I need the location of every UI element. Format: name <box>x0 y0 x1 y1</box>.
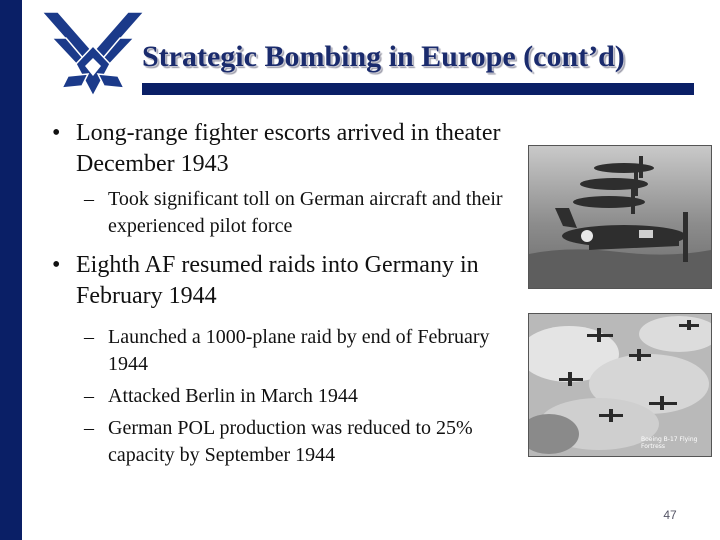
bullet-text: Long-range fighter escorts arrived in theater December 1943 <box>76 120 501 177</box>
sub-bullet-marker: – <box>84 188 94 210</box>
bullet-marker: • <box>52 120 61 146</box>
sub-bullet-item <box>46 324 520 378</box>
photo-caption: Boeing B-17 Flying Fortress <box>641 436 698 450</box>
bullet-item <box>46 118 520 180</box>
left-sidebar-band <box>0 0 22 540</box>
page-number: 47 <box>663 508 677 522</box>
bullet-item <box>46 250 520 312</box>
bullet-content <box>46 118 520 469</box>
bullet-marker: • <box>52 252 61 278</box>
sub-bullet-item <box>46 186 520 240</box>
slide-title: Strategic Bombing in Europe (cont’d) <box>142 40 625 73</box>
sub-bullet-item <box>46 415 520 469</box>
sub-bullet-marker: – <box>84 326 94 348</box>
sub-bullet-text: Attacked Berlin in March 1944 <box>108 385 358 407</box>
air-force-symbol-logo <box>38 6 148 98</box>
sub-bullet-text: Took significant toll on German aircraft and their experienced pilot force <box>108 188 503 237</box>
fighter-formation-photo <box>528 145 712 289</box>
bullet-text: Eighth AF resumed raids into Germany in February 1944 <box>76 252 479 309</box>
sub-bullet-marker: – <box>84 417 94 439</box>
sub-bullet-text: Launched a 1000-plane raid by end of February 1944 <box>108 326 490 375</box>
sub-bullet-text: German POL production was reduced to 25% capacity by September 1944 <box>108 417 473 466</box>
sub-bullet-marker: – <box>84 385 94 407</box>
bomber-formation-photo <box>528 313 712 457</box>
sub-bullet-item <box>46 383 520 410</box>
title-underline-bar <box>142 83 694 95</box>
